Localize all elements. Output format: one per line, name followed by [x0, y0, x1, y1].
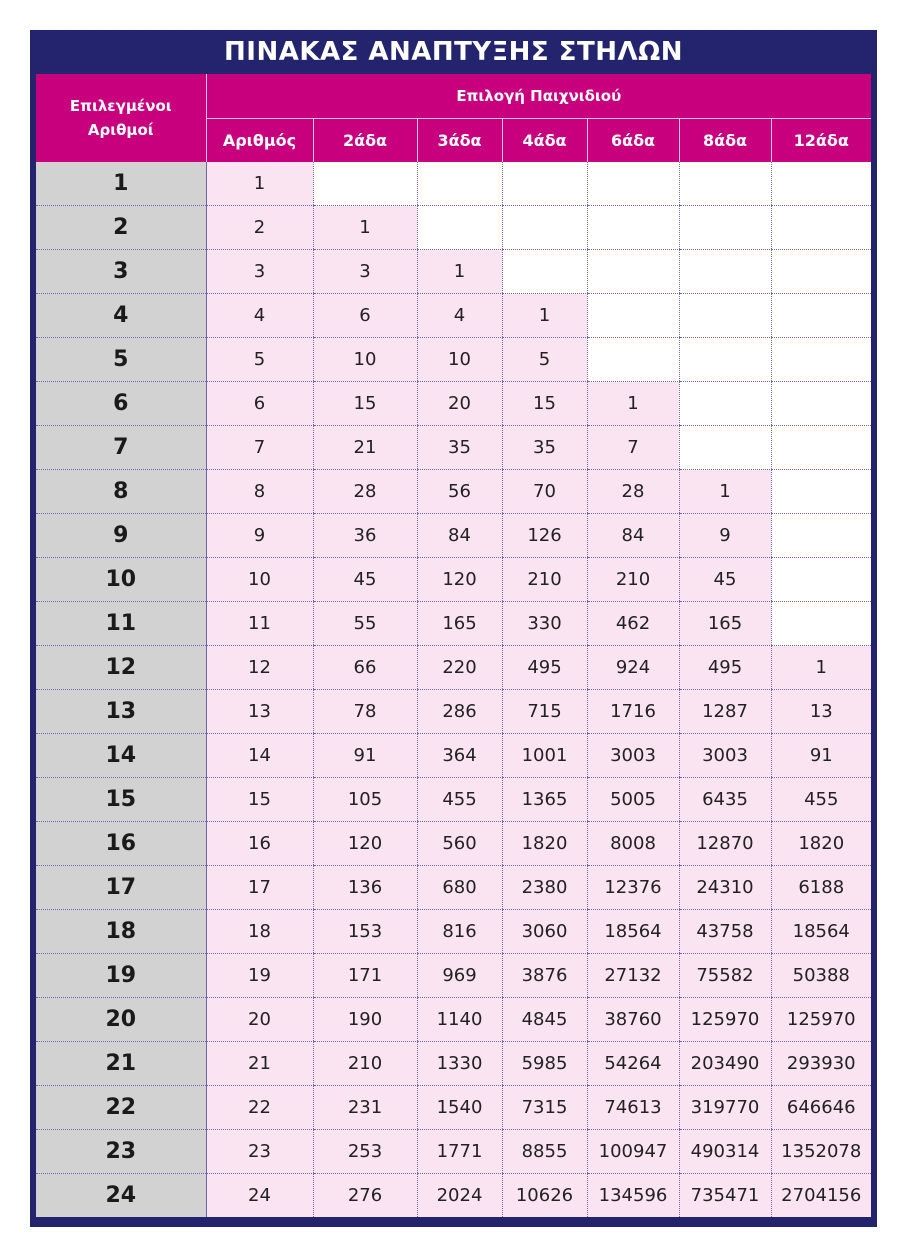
value-cell [771, 470, 871, 514]
value-cell: 7 [206, 426, 313, 470]
table-row [36, 514, 871, 558]
value-cell: 560 [417, 822, 502, 866]
value-cell [771, 558, 871, 602]
value-cell: 490314 [679, 1130, 771, 1174]
value-cell: 210 [587, 558, 679, 602]
value-cell: 1001 [502, 734, 587, 778]
value-cell: 38760 [587, 998, 679, 1042]
value-cell: 6 [313, 294, 417, 338]
value-cell [587, 162, 679, 206]
table-row [36, 558, 871, 602]
value-cell: 21 [313, 426, 417, 470]
value-cell: 23 [206, 1130, 313, 1174]
value-cell: 1540 [417, 1086, 502, 1130]
value-cell: 56 [417, 470, 502, 514]
value-cell: 9 [679, 514, 771, 558]
value-cell: 5985 [502, 1042, 587, 1086]
value-cell: 105 [313, 778, 417, 822]
selected-number-cell: 21 [36, 1042, 206, 1086]
value-cell: 210 [313, 1042, 417, 1086]
value-cell: 20 [206, 998, 313, 1042]
selected-number-cell: 14 [36, 734, 206, 778]
value-cell: 35 [502, 426, 587, 470]
table-row [36, 602, 871, 646]
value-cell: 2704156 [771, 1174, 871, 1218]
value-cell: 1 [771, 646, 871, 690]
value-cell: 364 [417, 734, 502, 778]
value-cell: 8855 [502, 1130, 587, 1174]
value-cell [771, 426, 871, 470]
value-cell [771, 514, 871, 558]
value-cell: 45 [679, 558, 771, 602]
value-cell: 969 [417, 954, 502, 998]
value-cell: 3876 [502, 954, 587, 998]
value-cell: 5 [502, 338, 587, 382]
value-cell: 203490 [679, 1042, 771, 1086]
value-cell: 50388 [771, 954, 871, 998]
value-cell: 495 [679, 646, 771, 690]
selected-number-cell: 4 [36, 294, 206, 338]
value-cell: 3 [313, 250, 417, 294]
value-cell: 231 [313, 1086, 417, 1130]
table-row [36, 778, 871, 822]
value-cell [313, 162, 417, 206]
value-cell [679, 382, 771, 426]
table-row [36, 822, 871, 866]
selected-number-cell: 1 [36, 162, 206, 206]
value-cell [587, 206, 679, 250]
value-cell: 253 [313, 1130, 417, 1174]
selected-numbers-header [36, 74, 206, 162]
value-cell: 13 [206, 690, 313, 734]
value-cell: 100947 [587, 1130, 679, 1174]
value-cell: 10 [206, 558, 313, 602]
value-cell: 136 [313, 866, 417, 910]
game-choice-header: Επιλογή Παιχνιδιού [206, 74, 871, 119]
value-cell: 8 [206, 470, 313, 514]
value-cell: 1287 [679, 690, 771, 734]
value-cell: 15 [206, 778, 313, 822]
value-cell: 165 [417, 602, 502, 646]
value-cell: 54264 [587, 1042, 679, 1086]
selected-number-cell: 23 [36, 1130, 206, 1174]
table-row [36, 338, 871, 382]
selected-numbers-label-line2: Αριθμοί [87, 121, 154, 139]
value-cell: 286 [417, 690, 502, 734]
value-cell: 9 [206, 514, 313, 558]
value-cell [771, 602, 871, 646]
column-header: 2άδα [313, 119, 417, 163]
value-cell: 220 [417, 646, 502, 690]
value-cell: 36 [313, 514, 417, 558]
value-cell: 1820 [771, 822, 871, 866]
value-cell: 4 [417, 294, 502, 338]
selected-number-cell: 22 [36, 1086, 206, 1130]
selected-number-cell: 8 [36, 470, 206, 514]
value-cell: 1330 [417, 1042, 502, 1086]
selected-number-cell: 18 [36, 910, 206, 954]
page-title: ΠΙΝΑΚΑΣ ΑΝΑΠΤΥΞΗΣ ΣΤΗΛΩΝ [224, 37, 683, 67]
value-cell: 24 [206, 1174, 313, 1218]
value-cell: 13 [771, 690, 871, 734]
value-cell: 2380 [502, 866, 587, 910]
column-header: Αριθμός [206, 119, 313, 163]
value-cell: 1 [587, 382, 679, 426]
value-cell: 1352078 [771, 1130, 871, 1174]
value-cell: 6188 [771, 866, 871, 910]
value-cell: 319770 [679, 1086, 771, 1130]
value-cell: 735471 [679, 1174, 771, 1218]
value-cell: 75582 [679, 954, 771, 998]
value-cell: 7315 [502, 1086, 587, 1130]
value-cell: 5 [206, 338, 313, 382]
table-row [36, 954, 871, 998]
selected-number-cell: 20 [36, 998, 206, 1042]
value-cell: 11 [206, 602, 313, 646]
table-row [36, 690, 871, 734]
value-cell: 646646 [771, 1086, 871, 1130]
value-cell: 1 [679, 470, 771, 514]
selected-number-cell: 19 [36, 954, 206, 998]
value-cell: 15 [313, 382, 417, 426]
value-cell: 2 [206, 206, 313, 250]
value-cell: 1 [206, 162, 313, 206]
value-cell: 924 [587, 646, 679, 690]
table-row [36, 162, 871, 206]
value-cell: 45 [313, 558, 417, 602]
column-header: 6άδα [587, 119, 679, 163]
value-cell [587, 294, 679, 338]
value-cell: 18564 [771, 910, 871, 954]
value-cell [417, 206, 502, 250]
value-cell: 276 [313, 1174, 417, 1218]
value-cell: 3003 [679, 734, 771, 778]
table-row [36, 1042, 871, 1086]
value-cell: 1365 [502, 778, 587, 822]
selected-number-cell: 3 [36, 250, 206, 294]
table-row [36, 470, 871, 514]
selected-number-cell: 16 [36, 822, 206, 866]
value-cell: 134596 [587, 1174, 679, 1218]
value-cell: 1 [417, 250, 502, 294]
table-row [36, 646, 871, 690]
value-cell: 495 [502, 646, 587, 690]
selected-number-cell: 13 [36, 690, 206, 734]
value-cell [679, 338, 771, 382]
value-cell: 455 [417, 778, 502, 822]
value-cell: 19 [206, 954, 313, 998]
value-cell: 66 [313, 646, 417, 690]
value-cell [679, 250, 771, 294]
value-cell: 126 [502, 514, 587, 558]
value-cell [417, 162, 502, 206]
value-cell: 190 [313, 998, 417, 1042]
value-cell: 120 [417, 558, 502, 602]
value-cell: 2024 [417, 1174, 502, 1218]
value-cell [771, 338, 871, 382]
value-cell: 462 [587, 602, 679, 646]
value-cell: 6 [206, 382, 313, 426]
value-cell: 7 [587, 426, 679, 470]
value-cell [502, 250, 587, 294]
value-cell: 84 [417, 514, 502, 558]
value-cell: 715 [502, 690, 587, 734]
value-cell [679, 162, 771, 206]
value-cell: 4845 [502, 998, 587, 1042]
column-header: 3άδα [417, 119, 502, 163]
table-row [36, 1130, 871, 1174]
value-cell [587, 250, 679, 294]
value-cell: 10626 [502, 1174, 587, 1218]
value-cell: 55 [313, 602, 417, 646]
value-cell [587, 338, 679, 382]
value-cell: 171 [313, 954, 417, 998]
value-cell [679, 426, 771, 470]
column-header: 8άδα [679, 119, 771, 163]
value-cell: 165 [679, 602, 771, 646]
selected-number-cell: 9 [36, 514, 206, 558]
value-cell: 70 [502, 470, 587, 514]
value-cell: 12870 [679, 822, 771, 866]
selected-number-cell: 6 [36, 382, 206, 426]
table-row [36, 734, 871, 778]
value-cell: 12 [206, 646, 313, 690]
value-cell: 35 [417, 426, 502, 470]
value-cell: 43758 [679, 910, 771, 954]
value-cell [679, 294, 771, 338]
value-cell: 330 [502, 602, 587, 646]
value-cell: 3 [206, 250, 313, 294]
value-cell [679, 206, 771, 250]
value-cell [771, 162, 871, 206]
value-cell: 153 [313, 910, 417, 954]
value-cell: 816 [417, 910, 502, 954]
value-cell: 1716 [587, 690, 679, 734]
selected-number-cell: 10 [36, 558, 206, 602]
value-cell: 125970 [771, 998, 871, 1042]
value-cell [502, 162, 587, 206]
value-cell: 8008 [587, 822, 679, 866]
table-row [36, 294, 871, 338]
selected-number-cell: 24 [36, 1174, 206, 1218]
selected-numbers-label-line1: Επιλεγμένοι [69, 97, 172, 115]
value-cell [771, 382, 871, 426]
selected-number-cell: 5 [36, 338, 206, 382]
value-cell [771, 250, 871, 294]
value-cell: 293930 [771, 1042, 871, 1086]
value-cell: 15 [502, 382, 587, 426]
value-cell: 5005 [587, 778, 679, 822]
value-cell: 10 [417, 338, 502, 382]
value-cell: 17 [206, 866, 313, 910]
table-row [36, 426, 871, 470]
table-frame [30, 30, 877, 1227]
value-cell: 4 [206, 294, 313, 338]
value-cell: 12376 [587, 866, 679, 910]
column-header: 4άδα [502, 119, 587, 163]
selected-number-cell: 11 [36, 602, 206, 646]
value-cell: 21 [206, 1042, 313, 1086]
selected-number-cell: 7 [36, 426, 206, 470]
value-cell: 10 [313, 338, 417, 382]
value-cell: 1140 [417, 998, 502, 1042]
value-cell: 22 [206, 1086, 313, 1130]
value-cell: 24310 [679, 866, 771, 910]
value-cell: 210 [502, 558, 587, 602]
value-cell: 78 [313, 690, 417, 734]
value-cell: 455 [771, 778, 871, 822]
table-row [36, 1086, 871, 1130]
value-cell: 27132 [587, 954, 679, 998]
value-cell: 84 [587, 514, 679, 558]
combinations-table [36, 74, 871, 1217]
value-cell: 3003 [587, 734, 679, 778]
table-row [36, 910, 871, 954]
value-cell: 1 [502, 294, 587, 338]
value-cell: 680 [417, 866, 502, 910]
value-cell: 18 [206, 910, 313, 954]
value-cell: 3060 [502, 910, 587, 954]
value-cell: 1771 [417, 1130, 502, 1174]
value-cell: 28 [587, 470, 679, 514]
column-header: 12άδα [771, 119, 871, 163]
value-cell: 1820 [502, 822, 587, 866]
value-cell [771, 206, 871, 250]
table-row [36, 866, 871, 910]
value-cell: 74613 [587, 1086, 679, 1130]
table-row [36, 250, 871, 294]
table-row [36, 206, 871, 250]
value-cell: 6435 [679, 778, 771, 822]
selected-number-cell: 15 [36, 778, 206, 822]
selected-number-cell: 2 [36, 206, 206, 250]
value-cell: 125970 [679, 998, 771, 1042]
value-cell: 16 [206, 822, 313, 866]
table-row [36, 998, 871, 1042]
table-row [36, 1174, 871, 1218]
table-body [36, 162, 871, 1217]
value-cell: 120 [313, 822, 417, 866]
selected-number-cell: 12 [36, 646, 206, 690]
value-cell: 20 [417, 382, 502, 426]
value-cell: 18564 [587, 910, 679, 954]
value-cell: 14 [206, 734, 313, 778]
selected-number-cell: 17 [36, 866, 206, 910]
value-cell: 91 [313, 734, 417, 778]
value-cell: 28 [313, 470, 417, 514]
value-cell [771, 294, 871, 338]
table-row [36, 382, 871, 426]
value-cell [502, 206, 587, 250]
value-cell: 91 [771, 734, 871, 778]
value-cell: 1 [313, 206, 417, 250]
